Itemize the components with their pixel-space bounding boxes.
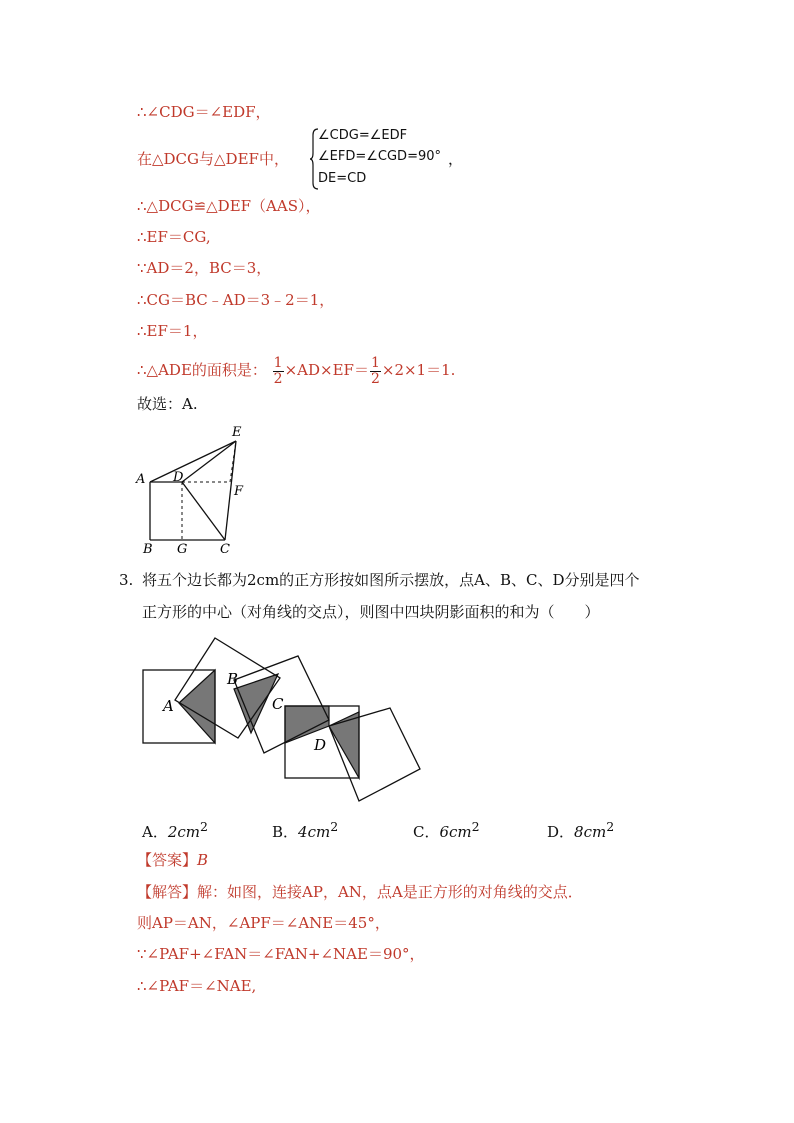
area-end: ×2×1＝1.: [381, 361, 456, 379]
solution-line-3: ∴△DCG≌△DEF（AAS），: [137, 197, 321, 215]
question-text-line-1: 将五个边长都为2cm的正方形按如图所示摆放，点A、B、C、D分别是四个: [142, 571, 640, 589]
option-d[interactable]: [547, 819, 614, 842]
option-value: 4cm: [298, 823, 331, 841]
label-G: G: [177, 542, 188, 557]
option-b[interactable]: [272, 819, 338, 842]
analysis-line-2: 则AP＝AN，∠APF＝∠ANE＝45°，: [137, 914, 390, 932]
analysis-line-3: ∵∠PAF+∠FAN＝∠FAN+∠NAE＝90°，: [137, 945, 425, 963]
solution-line-7: ∴EF＝1，: [137, 322, 208, 340]
question-number: 3.: [119, 571, 134, 589]
squares-figure: [130, 630, 440, 810]
fraction-half-1: [273, 356, 284, 387]
answer-tag: 【答案】: [137, 851, 198, 869]
choose-answer-line: 故选：A.: [137, 395, 198, 413]
analysis-line-1: [137, 882, 583, 902]
area-mid: ×AD×EF＝: [284, 361, 369, 379]
option-letter: D．: [547, 823, 575, 841]
option-sup: 2: [471, 819, 480, 834]
system-row-1: ∠CDG=∠EDF: [318, 128, 408, 143]
fraction-num-1: 1: [273, 354, 283, 371]
system-end-comma: ，: [448, 150, 464, 168]
fraction-den-1: 2: [273, 370, 283, 387]
answer-line: [137, 850, 208, 870]
option-value: 2cm: [167, 823, 201, 841]
area-prefix: ∴△ADE的面积是：: [137, 361, 267, 379]
answer-value: B: [197, 851, 209, 869]
question-text-line-2: 正方形的中心（对角线的交点），则图中四块阴影面积的和为（ ）: [142, 603, 600, 621]
analysis-line-4: ∴∠PAF＝∠NAE,: [137, 977, 257, 995]
solution-line-6: ∴CG＝BC﹣AD＝3﹣2＝1，: [137, 291, 335, 309]
solution-line-1: ∴∠CDG＝∠EDF，: [137, 103, 271, 121]
option-sup: 2: [606, 819, 615, 834]
option-letter: A．: [142, 823, 168, 841]
label-B: B: [227, 670, 239, 688]
option-sup: 2: [330, 819, 339, 834]
option-letter: C．: [413, 823, 440, 841]
label-C: C: [220, 542, 230, 557]
square-5-rotated: [329, 708, 420, 801]
analysis-text: 解：如图，连接AP，AN，点A是正方形的对角线的交点．: [197, 883, 583, 901]
solution-line-2: 在△DCG与△DEF中，: [137, 150, 289, 168]
solution-line-8: [137, 355, 455, 387]
option-a[interactable]: [142, 819, 208, 842]
option-sup: 2: [200, 819, 208, 834]
label-E: E: [232, 425, 242, 440]
analysis-tag: 【解答】: [137, 883, 198, 901]
system-row-2: ∠EFD=∠CGD=90°: [318, 149, 441, 164]
solution-line-4: ∴EF＝CG,: [137, 228, 211, 246]
system-row-3: DE=CD: [318, 171, 367, 186]
option-value: 6cm: [439, 823, 472, 841]
geometry-figure-1: [130, 420, 260, 560]
solution-line-5: ∵AD＝2，BC＝3，: [137, 259, 272, 277]
label-D: D: [314, 736, 327, 754]
option-letter: B．: [272, 823, 299, 841]
fraction-num-2: 1: [370, 354, 380, 371]
label-A: A: [163, 697, 174, 715]
label-B: B: [143, 542, 153, 557]
fraction-den-2: 2: [370, 370, 380, 387]
fraction-half-2: [370, 356, 381, 387]
option-value: 8cm: [574, 823, 607, 841]
shaded-region-a: [179, 670, 215, 743]
label-C: C: [272, 695, 284, 713]
label-F: F: [234, 484, 244, 499]
label-D: D: [173, 470, 184, 485]
option-c[interactable]: [413, 819, 480, 842]
label-A: A: [136, 472, 146, 487]
